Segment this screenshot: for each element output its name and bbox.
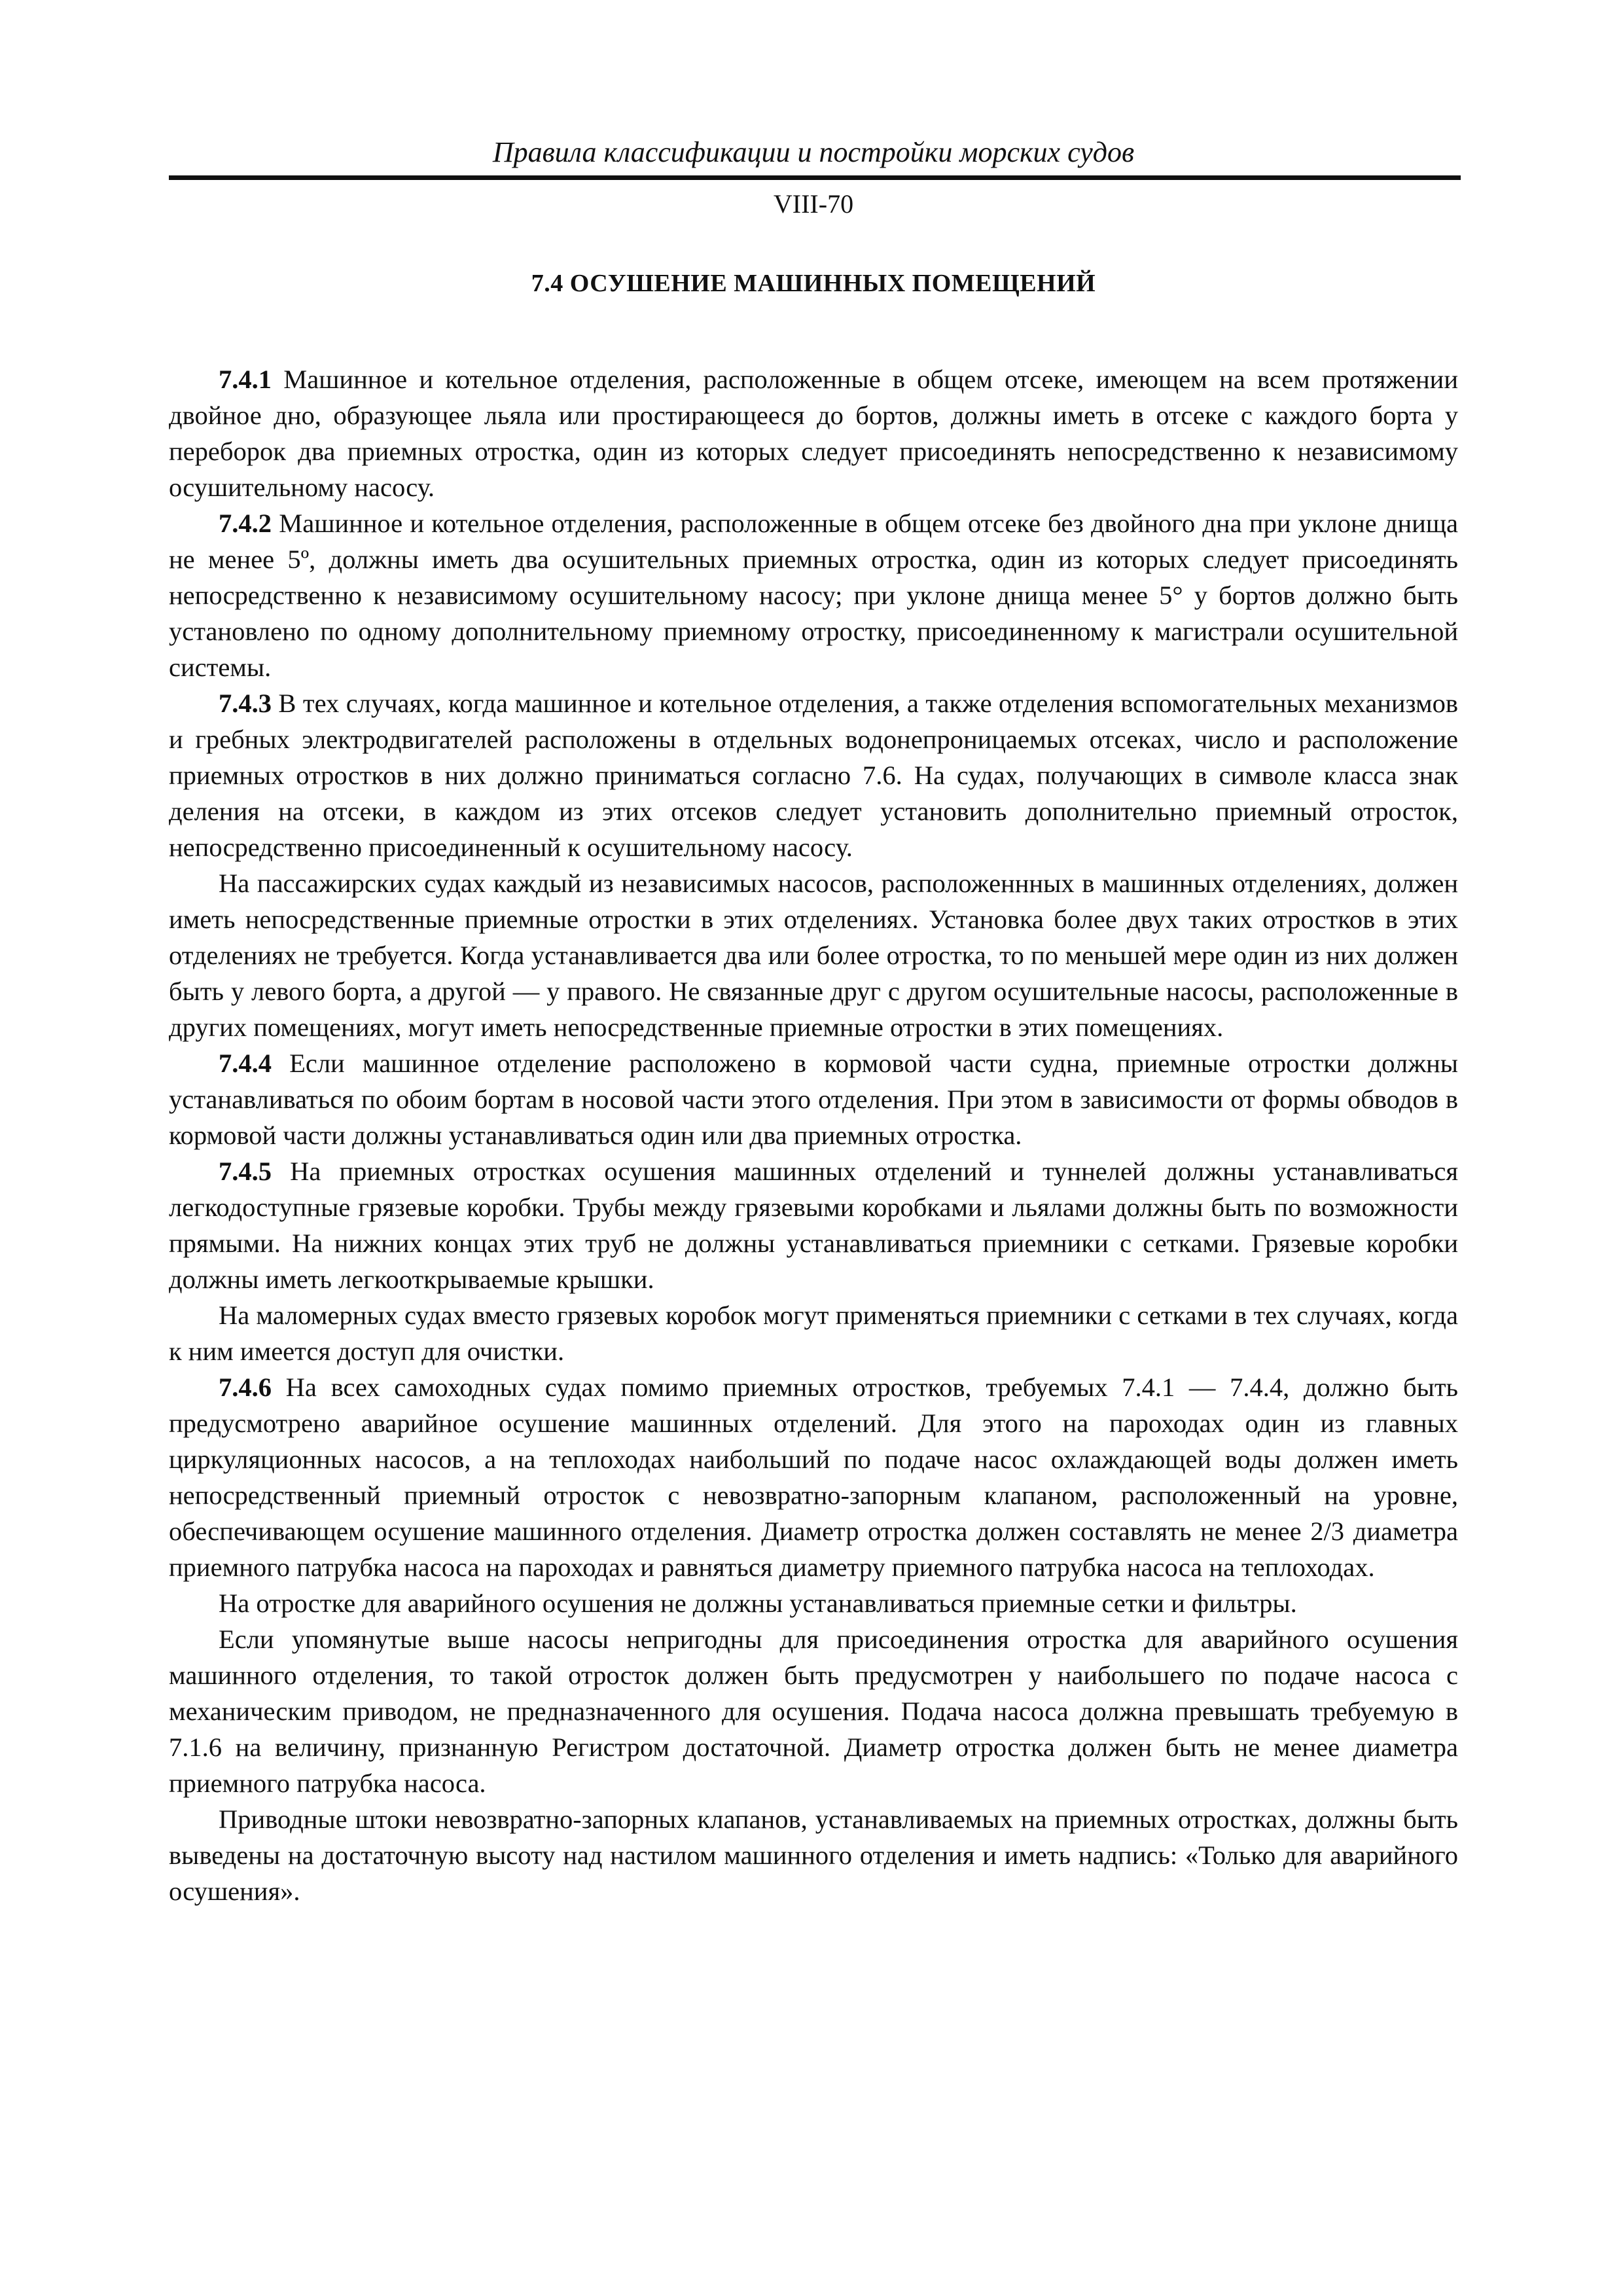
paragraph-valve-spindles bbox=[169, 1801, 1458, 1909]
clause-number: 7.4.2 bbox=[219, 509, 272, 538]
paragraph-text: Если упомянутые выше насосы непригодны для присоединения отростка для аварийного осушения машинного отделения, то такой отросток должен быть предусмотрен у наибольшего по подаче насоса с механическим приводом, не предназначенного для осушения. Подача насоса должна превышать требуемую в 7.1.6 на величину, признанную Регистром достаточной. Диаметр отростка должен быть не менее диаметра приемного патрубка насоса. bbox=[169, 1624, 1458, 1798]
paragraph-text: Приводные штоки невозвратно-запорных клапанов, устанавливаемых на приемных отростках, должны быть выведены на достаточную высоту над настилом машинного отделения и иметь надпись: «Только для аварийного осушения». bbox=[169, 1804, 1458, 1906]
paragraph-text: Машинное и котельное отделения, расположенные в общем отсеке без двойного дна при уклоне днища не менее 5º, должны иметь два осушительных приемных отростка, один из которых следует присоединять непосредственно к независимому осушительному насосу; при уклоне днища менее 5° у бортов должно быть установлено по одному дополнительному приемному отростку, присоединенному к магистрали осушительной системы. bbox=[169, 509, 1458, 682]
paragraph-text: На всех самоходных судах помимо приемных отростков, требуемых 7.4.1 — 7.4.4, должно быть предусмотрено аварийное осушение машинных отделений. Для этого на пароходах один из главных циркуляционных насосов, а на теплоходах наибольший по подаче насос охлаждающей воды должен иметь непосредственный приемный отросток с невозвратно-запорным клапаном, расположенный на уровне, обеспечивающем осушение машинного отделения. Диаметр отростка должен составлять не менее 2/3 диаметра приемного патрубка насоса на пароходах и равняться диаметру приемного патрубка насоса на теплоходах. bbox=[169, 1372, 1458, 1582]
paragraph-text: Если машинное отделение расположено в кормовой части судна, приемные отростки должны устанавливаться по обоим бортам в носовой части этого отделения. При этом в зависимости от формы обводов в кормовой части должны устанавливаться один или два приемных отростка. bbox=[169, 1049, 1458, 1150]
paragraph-text: В тех случаях, когда машинное и котельное отделения, а также отделения вспомогательных механизмов и гребных электродвигателей расположены в отдельных водонепроницаемых отсеках, число и расположение приемных отростков в них должно приниматься согласно 7.6. На судах, получающих в символе класса знак деления на отсеки, в каждом из этих отсеков следует установить дополнительно приемный отросток, непосредственно присоединенный к осушительному насосу. bbox=[169, 689, 1458, 862]
paragraph-emergency-strainers bbox=[169, 1585, 1458, 1621]
clause-number: 7.4.5 bbox=[219, 1157, 272, 1186]
paragraph-7-4-3 bbox=[169, 685, 1458, 865]
section-title: 7.4 ОСУШЕНИЕ МАШИННЫХ ПОМЕЩЕНИЙ bbox=[531, 270, 1096, 297]
paragraph-text: Машинное и котельное отделения, расположенные в общем отсеке, имеющем на всем протяжении двойное дно, образующее льяла или простирающееся до бортов, должны иметь в отсеке с каждого борта у переборок два приемных отростка, один из которых следует присоединять непосредственно к независимому осушительному насосу. bbox=[169, 365, 1458, 502]
paragraph-7-4-6 bbox=[169, 1369, 1458, 1585]
paragraph-passenger-ships bbox=[169, 865, 1458, 1045]
clause-number: 7.4.1 bbox=[219, 365, 272, 394]
document-body bbox=[169, 361, 1458, 1909]
paragraph-7-4-4 bbox=[169, 1045, 1458, 1153]
header-rule bbox=[169, 175, 1461, 180]
paragraph-text: На пассажирских судах каждый из независимых насосов, расположеннных в машинных отделениях, должен иметь непосредственные приемные отростки в этих отделениях. Установка более двух таких отростков в этих отделениях не требуется. Когда устанавливается два или более отростка, то по меньшей мере один из них должен быть у левого борта, а другой — у правого. Не связанные друг с другом осушительные насосы, расположенные в других помещениях, могут иметь непосредственные приемные отростки в этих помещениях. bbox=[169, 869, 1458, 1042]
paragraph-text: На маломерных судах вместо грязевых коробок могут применяться приемники с сетками в тех случаях, когда к ним имеется доступ для очистки. bbox=[169, 1300, 1458, 1366]
clause-number: 7.4.6 bbox=[219, 1372, 272, 1402]
clause-number: 7.4.4 bbox=[219, 1049, 272, 1078]
paragraph-small-craft bbox=[169, 1297, 1458, 1369]
page-number: VIII-70 bbox=[773, 189, 854, 219]
paragraph-text: На отростке для аварийного осушения не должны устанавливаться приемные сетки и фильтры. bbox=[219, 1588, 1297, 1618]
paragraph-7-4-2 bbox=[169, 505, 1458, 685]
paragraph-alternative-pump bbox=[169, 1621, 1458, 1801]
clause-number: 7.4.3 bbox=[219, 689, 272, 718]
paragraph-text: На приемных отростках осушения машинных отделений и туннелей должны устанавливаться легкодоступные грязевые коробки. Трубы между грязевыми коробками и льялами должны быть по возможности прямыми. На нижних концах этих труб не должны устанавливаться приемники с сетками. Грязевые коробки должны иметь легкооткрываемые крышки. bbox=[169, 1157, 1458, 1294]
paragraph-7-4-5 bbox=[169, 1153, 1458, 1297]
paragraph-7-4-1 bbox=[169, 361, 1458, 505]
running-title: Правила классификации и постройки морских судов bbox=[492, 136, 1135, 168]
